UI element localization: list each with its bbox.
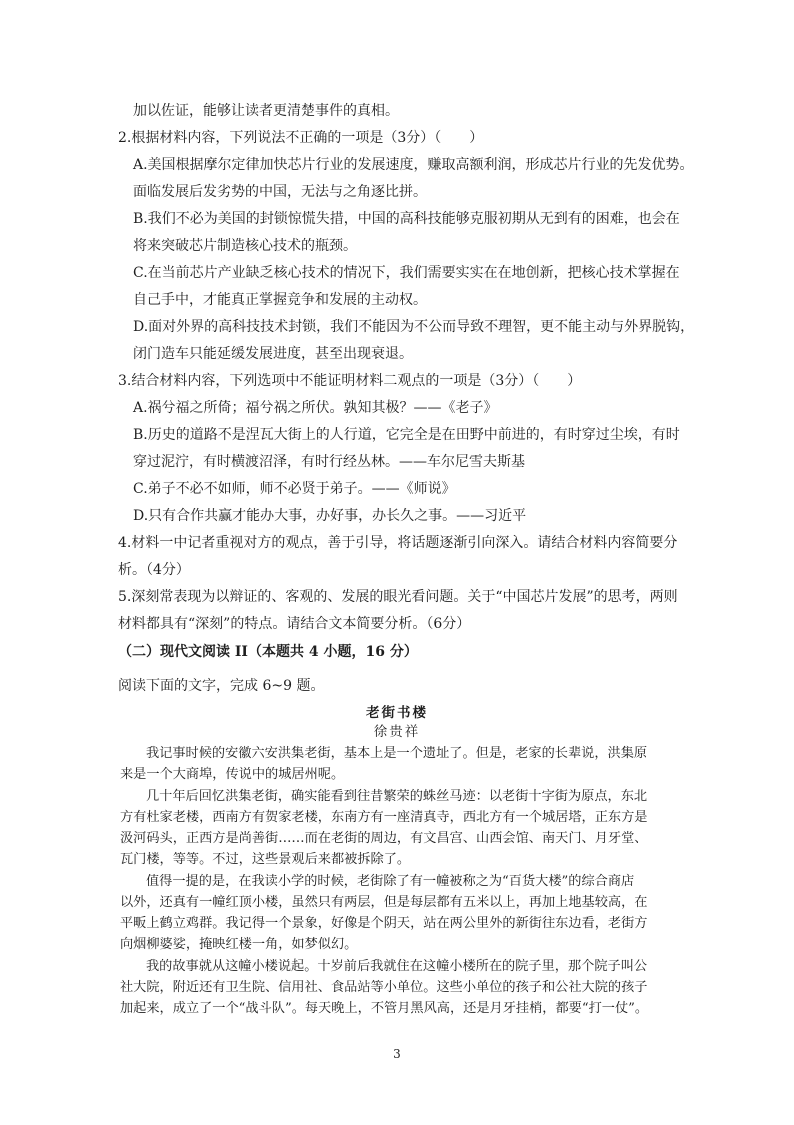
q3-stem: 3.结合材料内容，下列选项中不能证明材料二观点的一项是（3分）（ ） [118,373,582,389]
article-para3-line4: 向烟柳婆娑，掩映红楼一角，如梦似幻。 [120,937,358,952]
article-para2-line4: 瓦门楼，等等。不过，这些景观后来都被拆除了。 [120,852,411,867]
q3-option-b-line2: 穿过泥泞，有时横渡沼泽，有时行经丛林。——车尔尼雪夫斯基 [133,454,525,470]
section-heading: （二）现代文阅读 II（本题共 4 小题，16 分） [118,644,418,660]
reading-instruction: 阅读下面的文字，完成 6~9 题。 [118,678,325,694]
article-para1-line1: 我记事时候的安徽六安洪集老街，基本上是一个遗址了。但是，老家的长辈说，洪集原 [146,746,648,761]
article-para3-line3: 平畈上鹤立鸡群。我记得一个景象，好像是个阴天，站在两公里外的新街往东边看，老街方 [120,916,648,931]
q2-option-a-line1: A.美国根据摩尔定律加快芯片行业的发展速度，赚取高额利润，形成芯片行业的先发优势。 [133,157,694,173]
q2-option-b-line2: 将来突破芯片制造核心技术的瓶颈。 [133,238,357,254]
article-para3-line1: 值得一提的是，在我读小学的时候，老街除了有一幢被称之为“百货大楼”的综合商店 [146,874,635,889]
q5-line2: 材料都具有“深刻”的特点。请结合文本简要分析。（6分） [118,616,471,632]
page-number: 3 [393,1047,401,1061]
q3-option-a: A.祸兮福之所倚；福兮祸之所伏。孰知其极？——《老子》 [133,400,498,416]
article-para4-line2: 社大院，附近还有卫生院、信用社、食品站等小单位。这些小单位的孩子和公社大院的孩子 [120,980,648,995]
q4-line2: 析。（4分） [118,562,190,578]
article-author: 徐贵祥 [373,724,421,740]
q2-option-d-line1: D.面对外界的高科技技术封锁，我们不能因为不公而导致不理智，更不能主动与外界脱钩， [133,319,695,335]
intro-tail-line: 加以佐证，能够让读者更清楚事件的真相。 [133,103,399,119]
q3-option-b-line1: B.历史的道路不是涅瓦大街上的人行道，它完全是在田野中前进的，有时穿过尘埃，有时 [133,427,680,443]
q2-stem: 2.根据材料内容，下列说法不正确的一项是（3分）（ ） [118,130,484,146]
q5-line1: 5.深刻常表现为以辩证的、客观的、发展的眼光看问题。关于“中国芯片发展”的思考，两则 [118,589,678,605]
article-para2-line2: 方有杜家老楼，西南方有贺家老楼，东南方有一座清真寺，西北方有一个城居塔，正东方是 [120,810,648,825]
article-para3-line2: 以外，还真有一幢红顶小楼，虽然只有两层，但是每层都有五米以上，再加上地基较高，在 [120,895,648,910]
article-para1-line2: 来是一个大商埠，传说中的城居州呢。 [120,767,345,782]
article-para2-line3: 汲河码头，正西方是尚善街……而在老街的周边，有文昌宫、山西会馆、南天门、月牙堂、 [120,831,648,846]
q2-option-a-line2: 面临发展后发劣势的中国，无法与之角逐比拼。 [133,184,427,200]
article-para2-line1: 几十年后回忆洪集老街，确实能看到往昔繁荣的蛛丝马迹：以老街十字街为原点，东北 [146,789,648,804]
q2-option-d-line2: 闭门造车只能延缓发展进度，甚至出现衰退。 [133,346,413,362]
q2-option-c-line1: C.在当前芯片产业缺乏核心技术的情况下，我们需要实实在在地创新，把核心技术掌握在 [133,265,680,281]
q3-option-c: C.弟子不必不如师，师不必贤于弟子。——《师说》 [133,481,456,497]
article-para4-line1: 我的故事就从这幢小楼说起。十岁前后我就住在这幢小楼所在的院子里，那个院子叫公 [146,959,648,974]
q4-line1: 4.材料一中记者重视对方的观点，善于引导，将话题逐渐引向深入。请结合材料内容简要分 [118,535,678,551]
q3-option-d: D.只有合作共赢才能办大事，办好事，办长久之事。——习近平 [133,508,527,524]
article-para4-line3: 加起来，成立了一个“战斗队”。每天晚上，不管月黑风高，还是月牙挂梢，都要“打一仗”。 [120,1001,649,1016]
q2-option-b-line1: B.我们不必为美国的封锁惊慌失措，中国的高科技能够克服初期从无到有的困难，也会在 [133,211,680,227]
q2-option-c-line2: 自己手中，才能真正掌握竞争和发展的主动权。 [133,292,427,308]
article-title: 老街书楼 [366,705,428,721]
